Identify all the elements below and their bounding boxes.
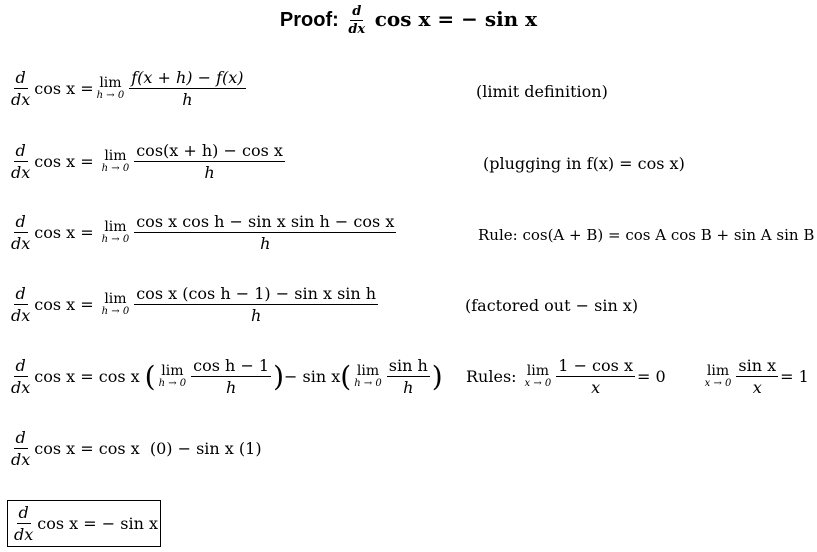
fraction-numerator: 1 − cos x bbox=[558, 356, 633, 375]
step-lhs: cos x = cos x bbox=[34, 367, 140, 386]
page-title bbox=[0, 4, 817, 37]
result-box bbox=[7, 500, 161, 547]
difference-quotient bbox=[134, 212, 396, 253]
left-paren: ( bbox=[340, 359, 352, 393]
proof-step-2 bbox=[7, 141, 287, 182]
left-paren: ( bbox=[144, 359, 156, 393]
deriv-d: d bbox=[15, 141, 26, 160]
limit-subscript: h → 0 bbox=[354, 378, 382, 389]
limit-subscript: h → 0 bbox=[101, 306, 130, 317]
step-lhs: cos x = bbox=[34, 152, 94, 171]
result-expression: cos x = − sin x bbox=[37, 514, 158, 533]
step-lhs: cos x = bbox=[34, 223, 94, 242]
limit-operator bbox=[102, 220, 130, 245]
fraction-numerator: sin x bbox=[738, 356, 777, 375]
proof-step-5 bbox=[7, 356, 443, 397]
step-1-note: (limit definition) bbox=[476, 82, 608, 101]
step-5-rules bbox=[466, 356, 809, 397]
limit-subscript: h → 0 bbox=[158, 378, 187, 389]
cosine-limit-fraction bbox=[191, 356, 271, 397]
right-paren: ) bbox=[431, 359, 443, 393]
title-prefix: Proof: bbox=[279, 8, 339, 31]
deriv-dx: dx bbox=[11, 378, 31, 397]
step-2-note: (plugging in f(x) = cos x) bbox=[483, 154, 685, 173]
limit-operator bbox=[102, 149, 130, 174]
rule-1-fraction bbox=[556, 356, 635, 397]
fraction-denominator: h bbox=[225, 378, 237, 397]
sine-limit-fraction bbox=[387, 356, 430, 397]
limit-word: lim bbox=[161, 363, 184, 379]
rules-label: Rules: bbox=[466, 367, 517, 386]
difference-quotient bbox=[134, 141, 285, 182]
limit-operator bbox=[102, 292, 130, 317]
derivative-operator bbox=[9, 356, 32, 397]
limit-subscript: h → 0 bbox=[96, 90, 125, 101]
rule-1-result: = 0 bbox=[636, 367, 666, 386]
derivative-operator bbox=[9, 428, 32, 469]
limit-word: lim bbox=[356, 363, 380, 379]
fraction-denominator: h bbox=[204, 163, 215, 182]
deriv-dx: dx bbox=[11, 163, 31, 182]
deriv-d: d bbox=[15, 212, 26, 231]
proof-step-4 bbox=[7, 284, 380, 325]
fraction-denominator: h bbox=[260, 234, 271, 253]
deriv-dx: dx bbox=[11, 90, 31, 109]
limit-word: lim bbox=[99, 75, 122, 91]
fraction-numerator: cos x cos h − sin x sin h − cos x bbox=[136, 212, 395, 231]
limit-operator bbox=[159, 364, 187, 389]
limit-operator bbox=[525, 364, 552, 389]
deriv-d: d bbox=[15, 68, 26, 87]
step-lhs: cos x = bbox=[34, 295, 94, 314]
limit-operator bbox=[705, 364, 732, 389]
step-lhs: cos x = bbox=[34, 79, 94, 98]
deriv-d: d bbox=[18, 503, 29, 522]
deriv-dx: dx bbox=[11, 234, 31, 253]
limit-word: lim bbox=[706, 363, 730, 379]
fraction-denominator: h bbox=[182, 90, 193, 109]
deriv-dx: dx bbox=[14, 525, 34, 544]
fraction-numerator: cos h − 1 bbox=[193, 356, 270, 375]
fraction-denominator: h bbox=[251, 306, 262, 325]
difference-quotient bbox=[129, 68, 245, 109]
limit-subscript: x → 0 bbox=[704, 378, 732, 389]
fraction-numerator: sin h bbox=[388, 356, 428, 375]
title-derivative-fraction bbox=[346, 4, 367, 37]
fraction-denominator: x bbox=[591, 378, 601, 397]
rule-2-fraction bbox=[736, 356, 778, 397]
fraction-denominator: x bbox=[752, 378, 762, 397]
deriv-dx: dx bbox=[11, 306, 31, 325]
step-4-note: (factored out − sin x) bbox=[465, 296, 639, 315]
proof-result bbox=[7, 500, 161, 547]
proof-step-3 bbox=[7, 212, 398, 253]
deriv-d: d bbox=[15, 428, 26, 447]
derivative-operator bbox=[9, 141, 32, 182]
limit-word: lim bbox=[104, 291, 127, 307]
deriv-d: d bbox=[15, 284, 26, 303]
rule-2-result: = 1 bbox=[780, 367, 809, 386]
deriv-dx: dx bbox=[11, 450, 31, 469]
derivative-operator bbox=[9, 212, 32, 253]
limit-word: lim bbox=[104, 148, 127, 164]
limit-word: lim bbox=[526, 363, 550, 379]
limit-subscript: h → 0 bbox=[101, 234, 130, 245]
deriv-d: d bbox=[15, 356, 26, 375]
title-deriv-dx: dx bbox=[348, 22, 366, 37]
derivative-operator bbox=[12, 503, 35, 544]
step-3-note: Rule: cos(A + B) = cos A cos B + sin A sin B bbox=[478, 226, 815, 244]
limit-word: lim bbox=[104, 219, 127, 235]
derivative-operator bbox=[9, 68, 32, 109]
limit-operator bbox=[97, 76, 125, 101]
title-deriv-d: d bbox=[352, 4, 362, 19]
fraction-numerator: cos x (cos h − 1) − sin x sin h bbox=[136, 284, 377, 303]
proof-step-6 bbox=[7, 428, 262, 469]
fraction-denominator: h bbox=[403, 378, 414, 397]
fraction-numerator: f(x + h) − f(x) bbox=[131, 68, 244, 87]
right-paren: ) bbox=[273, 359, 285, 393]
fraction-numerator: cos(x + h) − cos x bbox=[136, 141, 283, 160]
limit-subscript: h → 0 bbox=[101, 163, 130, 174]
difference-quotient bbox=[134, 284, 378, 325]
limit-subscript: x → 0 bbox=[524, 378, 552, 389]
derivative-operator bbox=[9, 284, 32, 325]
proof-step-1 bbox=[7, 68, 248, 109]
step-lhs: cos x = cos x (0) − sin x (1) bbox=[34, 439, 262, 458]
title-expression: cos x = − sin x bbox=[374, 6, 538, 31]
limit-operator bbox=[354, 364, 382, 389]
middle-term: − sin x bbox=[284, 367, 341, 386]
